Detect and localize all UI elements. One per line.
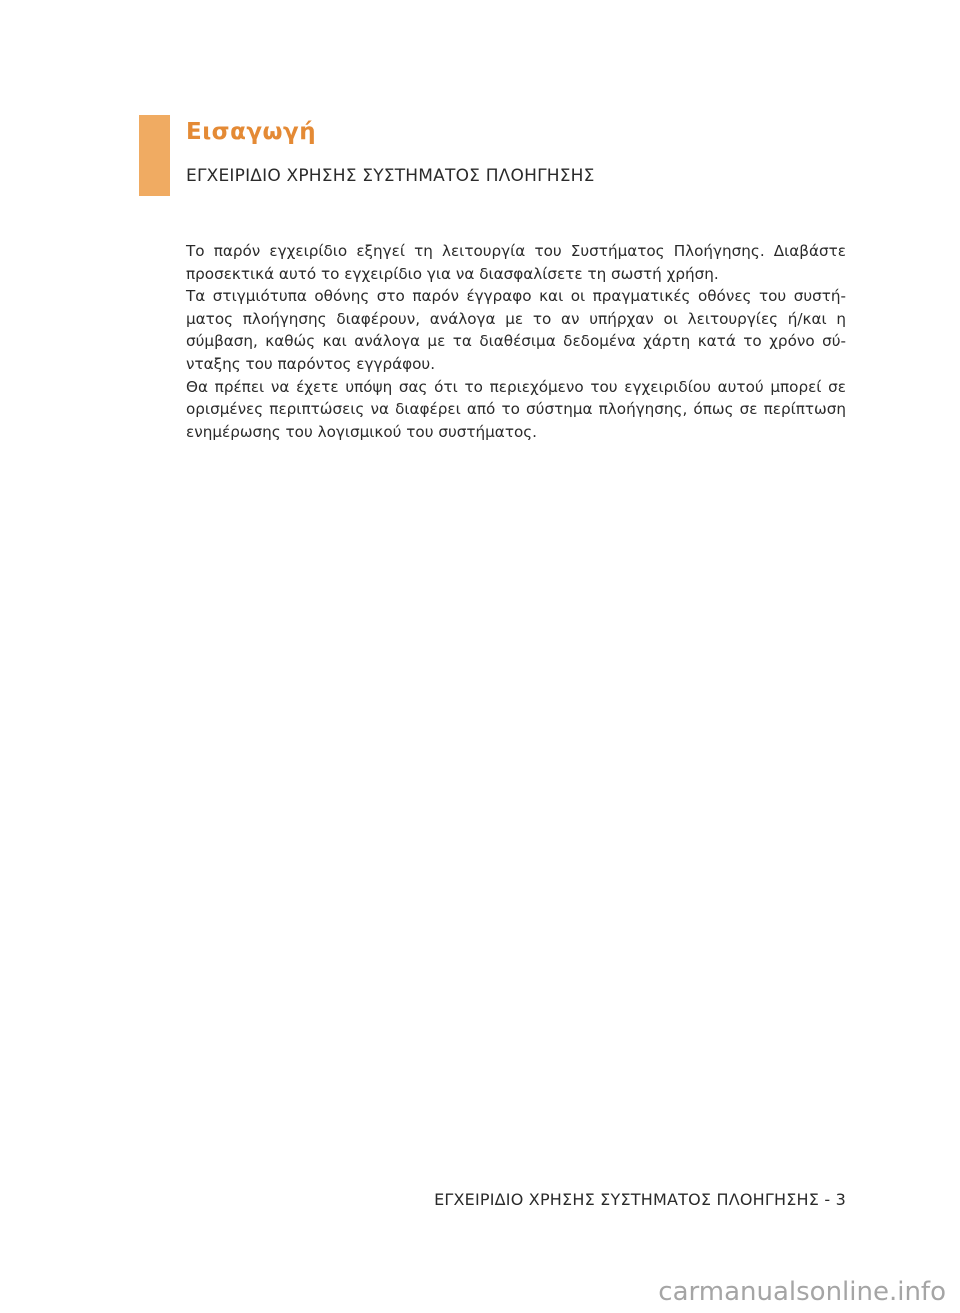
section-accent-bar [139, 115, 170, 196]
watermark-link[interactable]: carmanualsonline.info [658, 1277, 946, 1307]
manual-subtitle: ΕΓΧΕΙΡΙΔΙΟ ΧΡΗΣΗΣ ΣΥΣΤΗΜΑΤΟΣ ΠΛΟΗΓΗΣΗΣ [186, 166, 595, 186]
body-paragraph-2: Τα στιγμιότυπα οθόνης στο παρόν έγγραφο και οι πραγματικές οθόνες του συστήματος πλοήγησης διαφέρουν, ανάλογα με το αν υπήρχαν οι λειτουργίες ή/και η σύμβαση, καθώς και ανάλογα με τα διαθέσιμα δεδομένα χάρτη κατά το χρόνο σύνταξης του παρόντος εγγράφου. [186, 287, 846, 373]
page-footer: ΕΓΧΕΙΡΙΔΙΟ ΧΡΗΣΗΣ ΣΥΣΤΗΜΑΤΟΣ ΠΛΟΗΓΗΣΗΣ - 3 [434, 1190, 846, 1209]
section-title: Εισαγωγή [186, 119, 317, 145]
body-paragraph-1: Το παρόν εγχειρίδιο εξηγεί τη λειτουργία του Συστήματος Πλοήγησης. Διαβάστε προσεκτικά αυτό το εγχειρίδιο για να διασφαλίσετε τη σωστή χρήση. [186, 242, 846, 283]
intro-body [186, 240, 846, 443]
body-paragraph-3: Θα πρέπει να έχετε υπόψη σας ότι το περιεχόμενο του εγχειριδίου αυτού μπορεί σε ορισμένες περιπτώσεις να διαφέρει από το σύστημα πλοήγησης, όπως σε περίπτωση ενημέρωσης του λογισμικού του συστήματος. [186, 377, 846, 441]
